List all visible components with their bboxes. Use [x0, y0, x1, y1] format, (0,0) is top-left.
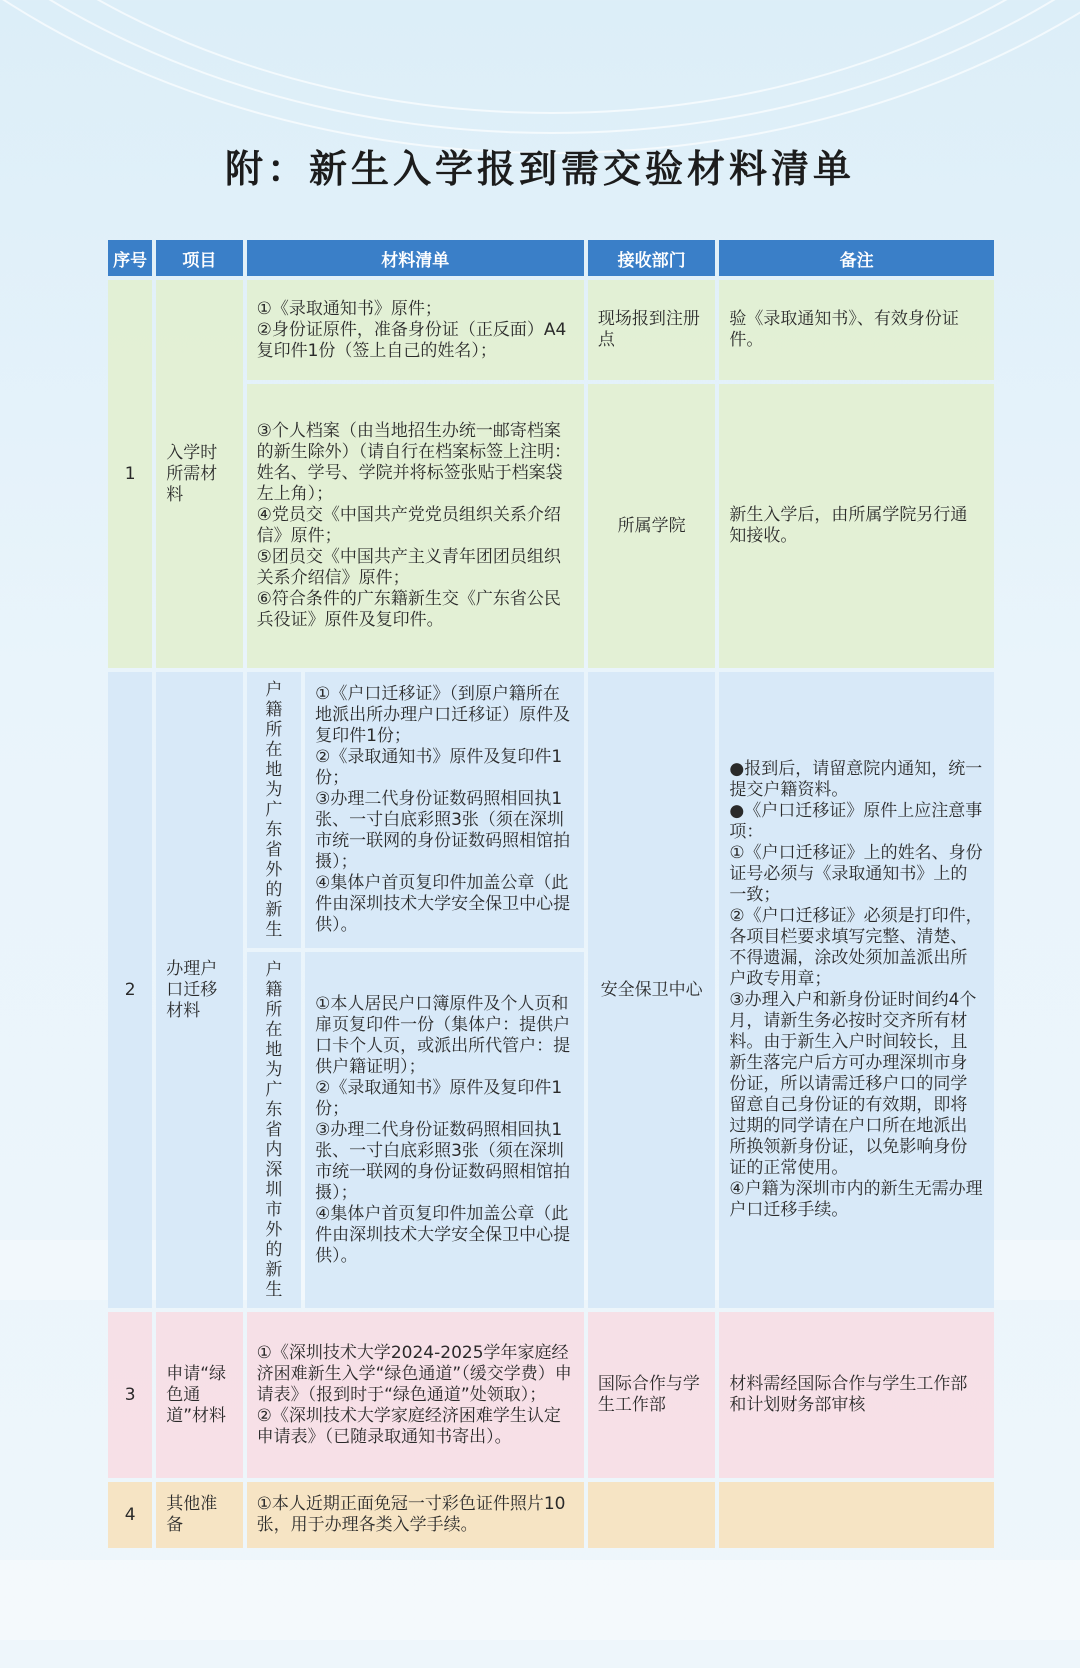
dept-cell: 所属学院	[588, 384, 716, 668]
background-band	[0, 1560, 1080, 1640]
dept-cell: 国际合作与学生工作部	[588, 1312, 716, 1478]
residence-group-label: 户 籍 所 在 地 为 广 东 省 内 深 圳 市 外 的 新 生	[247, 952, 302, 1308]
row-seq: 4	[108, 1482, 152, 1548]
notes-cell: 新生入学后，由所属学院另行通知接收。	[719, 384, 994, 668]
dept-cell: 安全保卫中心	[588, 672, 716, 1308]
materials-cell: ①《录取通知书》原件； ②身份证原件，准备身份证（正反面）A4复印件1份（签上自己的姓名）；	[247, 280, 584, 380]
row-item: 申请“绿色通道”材料	[156, 1312, 242, 1478]
header-materials: 材料清单	[247, 240, 584, 276]
header-notes: 备注	[719, 240, 994, 276]
materials-cell: ①本人近期正面免冠一寸彩色证件照片10张，用于办理各类入学手续。	[247, 1482, 584, 1548]
table-row	[108, 1482, 994, 1548]
row-item: 办理户口迁移材料	[156, 672, 242, 1308]
table-row	[108, 672, 994, 948]
table-header-row	[108, 240, 994, 276]
table-row	[108, 280, 994, 380]
notes-cell: 材料需经国际合作与学生工作部和计划财务部审核	[719, 1312, 994, 1478]
dept-cell: 现场报到注册点	[588, 280, 716, 380]
page-title: 附：新生入学报到需交验材料清单	[224, 147, 855, 191]
row-item: 其他准备	[156, 1482, 242, 1548]
notes-cell: 验《录取通知书》、有效身份证件。	[719, 280, 994, 380]
row-seq: 1	[108, 280, 152, 668]
header-dept: 接收部门	[588, 240, 716, 276]
header-seq: 序号	[108, 240, 152, 276]
notes-cell: ●报到后，请留意院内通知，统一提交户籍资料。 ●《户口迁移证》原件上应注意事项： ①《户口迁移证》上的姓名、身份证号必须与《录取通知书》上的一致； ②《户口迁移证》必须是打印件，各项目栏要求填写完整、清楚、不得遗漏，涂改处须加盖派出所户政专用章； ③办理入户和新身份证时间约4个月，请新生务必按时交齐所有材料。由于新生入户时间较长，且新生落完户后方可办理深圳市身份证，所以请需迁移户口的同学留意自己身份证的有效期，即将过期的同学请在户口所在地派出所换领新身份证，以免影响身份证的正常使用。 ④户籍为深圳市内的新生无需办理户口迁移手续。	[719, 672, 994, 1308]
row-seq: 2	[108, 672, 152, 1308]
materials-cell: ①《户口迁移证》（到原户籍所在地派出所办理户口迁移证）原件及复印件1份； ②《录取通知书》原件及复印件1份； ③办理二代身份证数码照相回执1张、一寸白底彩照3张（须在深圳市统一联网的身份证数码照相馆拍摄）； ④集体户首页复印件加盖公章（此件由深圳技术大学安全保卫中心提供）。	[305, 672, 584, 948]
materials-cell: ①本人居民户口簿原件及个人页和扉页复印件一份（集体户：提供户口卡个人页，或派出所代管户：提供户籍证明）； ②《录取通知书》原件及复印件1份； ③办理二代身份证数码照相回执1张、一寸白底彩照3张（须在深圳市统一联网的身份证数码照相馆拍摄）； ④集体户首页复印件加盖公章（此件由深圳技术大学安全保卫中心提供）。	[305, 952, 584, 1308]
row-item: 入学时所需材料	[156, 280, 242, 668]
dept-cell	[588, 1482, 716, 1548]
materials-cell: ③个人档案（由当地招生办统一邮寄档案的新生除外）（请自行在档案标签上注明：姓名、学号、学院并将标签张贴于档案袋左上角）； ④党员交《中国共产党党员组织关系介绍信》原件； ⑤团员交《中国共产主义青年团团员组织关系介绍信》原件； ⑥符合条件的广东籍新生交《广东省公民兵役证》原件及复印件。	[247, 384, 584, 668]
row-seq: 3	[108, 1312, 152, 1478]
notes-cell	[719, 1482, 994, 1548]
materials-table	[104, 236, 998, 1552]
residence-group-label: 户 籍 所 在 地 为 广 东 省 外 的 新 生	[247, 672, 302, 948]
table-row	[108, 1312, 994, 1478]
header-item: 项目	[156, 240, 242, 276]
materials-cell: ①《深圳技术大学2024-2025学年家庭经济困难新生入学“绿色通道”（缓交学费）申请表》（报到时于“绿色通道”处领取）； ②《深圳技术大学家庭经济困难学生认定申请表》（已随录取通知书寄出）。	[247, 1312, 584, 1478]
